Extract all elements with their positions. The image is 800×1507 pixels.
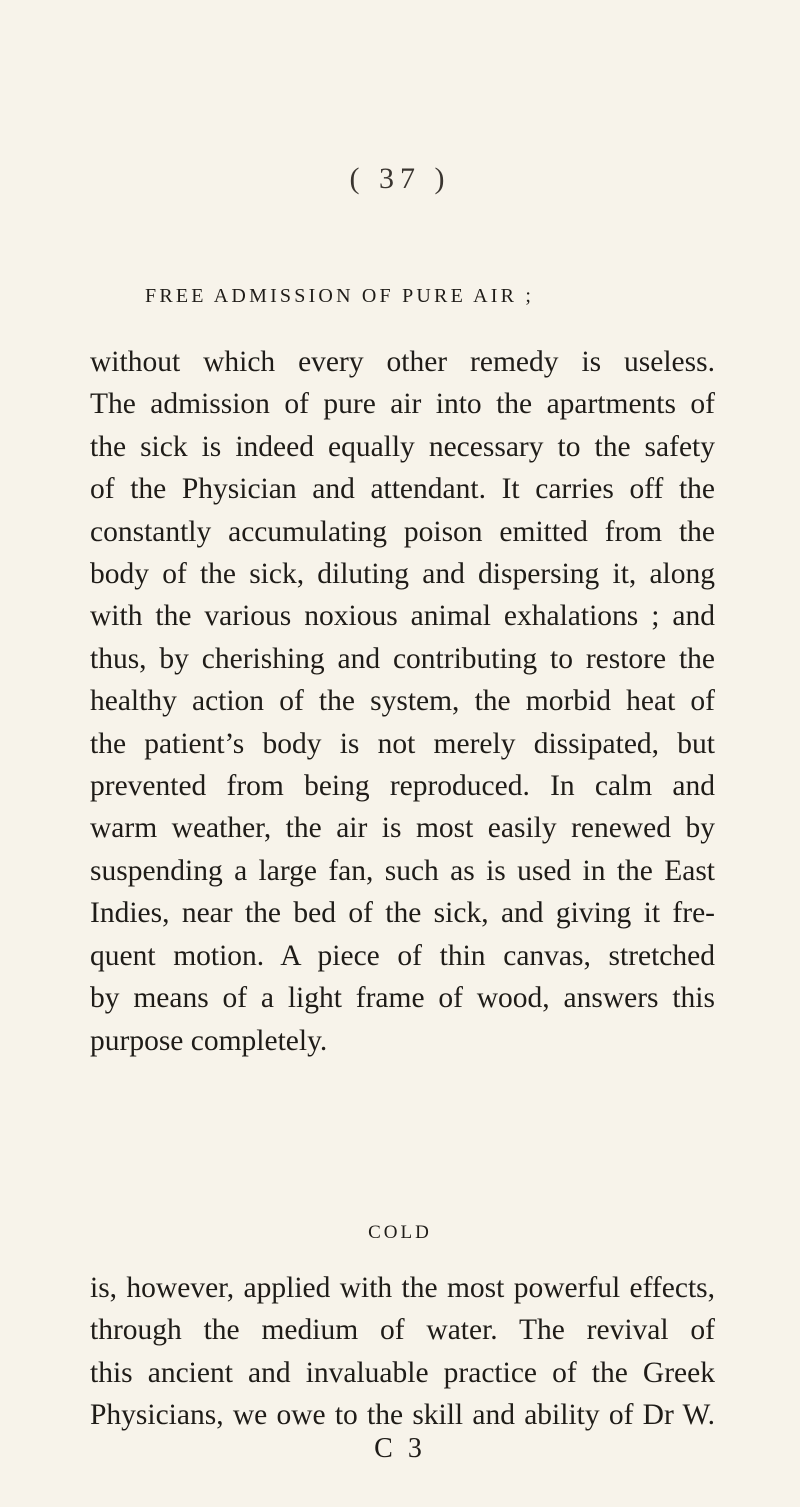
text-line: quent motion. A piece of thin canvas, stretched [90,939,715,972]
text-line: purpose completely. [90,1024,328,1057]
text-line: without which every other remedy is useless. [90,346,715,378]
text-line: body of the sick, diluting and dispersing it, along [90,558,715,591]
text-line: suspending a large fan, such as is used in the East [90,854,715,887]
text-line: thus, by cherishing and contributing to restore the [90,642,715,675]
section-heading: COLD [368,1222,432,1243]
text-line: Physicians, we owe to the skill and ability of Dr W. [90,1399,715,1432]
paragraph-2 [90,1267,715,1437]
text-line: through the medium of water. The revival of [90,1314,715,1347]
text-line: constantly accumulating poison emitted from the [90,515,715,548]
text-line: Indies, near the bed of the sick, and giving it fre- [90,897,715,930]
paragraph-1 [90,341,715,1062]
text-line: of the Physician and attendant. It carries off the [90,473,715,506]
text-line: the sick is indeed equally necessary to the safety [90,430,715,463]
text-line: the patient’s body is not merely dissipated, but [90,727,715,760]
page-number: ( 37 ) [349,162,451,195]
text-line: prevented from being reproduced. In calm and [90,770,715,803]
text-line: The admission of pure air into the apartments of [90,388,715,421]
signature-mark: C 3 [374,1433,426,1464]
text-line: healthy action of the system, the morbid heat of [90,685,715,718]
text-line: by means of a light frame of wood, answers this [90,982,715,1015]
running-text-caps: FREE ADMISSION OF PURE AIR ; [145,285,535,307]
text-line: warm weather, the air is most easily renewed by [90,812,715,845]
text-line: this ancient and invaluable practice of the Greek [90,1356,715,1389]
text-line: is, however, applied with the most powerful effects, [90,1272,715,1304]
text-line: with the various noxious animal exhalations ; and [90,600,715,633]
